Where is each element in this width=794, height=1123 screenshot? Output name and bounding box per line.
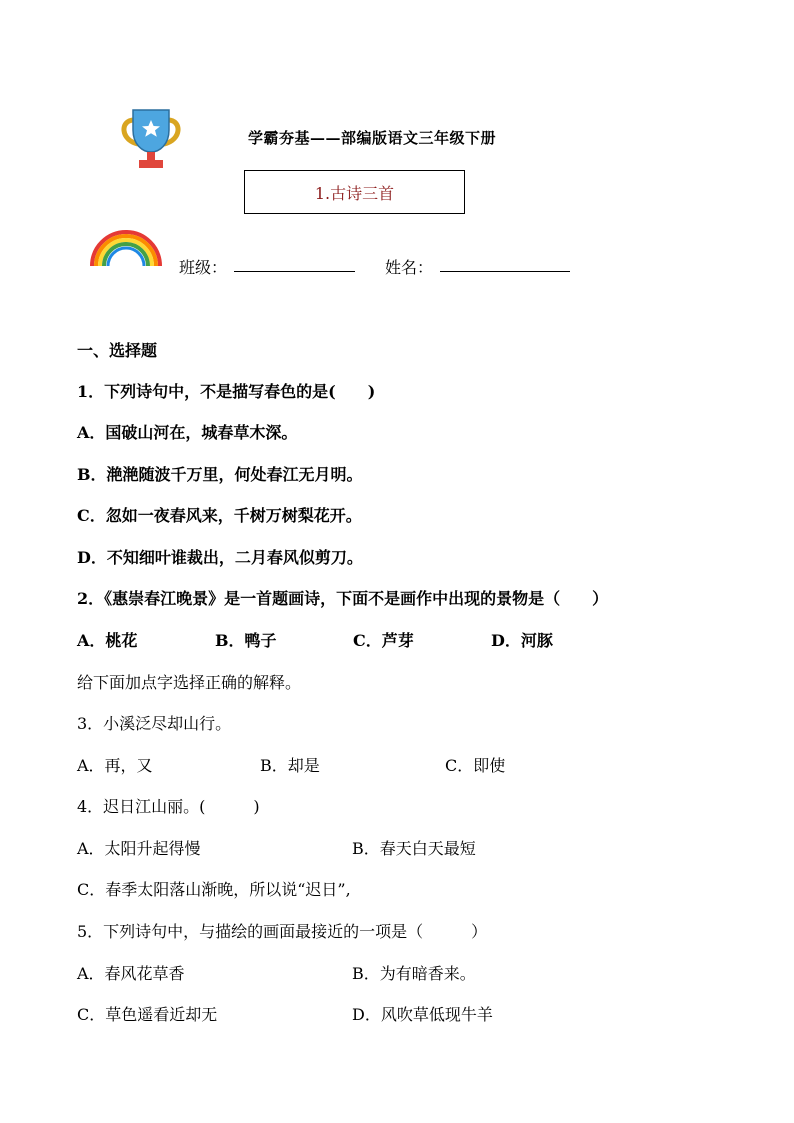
question-3-option-b: B．却是 [260,756,320,775]
question-5-option-c: C．草色遥看近却无 [77,1005,218,1024]
question-3-option-c: C．即使 [445,756,506,775]
page-title: 学霸夯基——部编版语文三年级下册 [248,129,497,147]
question-2-stem: 2．《惠崇春江晚景》是一首题画诗，下面不是画作中出现的景物是（ ） [77,589,609,608]
question-3-stem: 3．小溪泛尽却山行。 [77,714,232,733]
question-1-option-d: D．不知细叶谁裁出，二月春风似剪刀。 [77,548,363,567]
name-label: 姓名： [385,258,434,277]
class-field[interactable] [234,271,355,272]
class-label: 班级： [179,258,228,277]
question-1-option-c: C．忽如一夜春风来，千树万树梨花开。 [77,506,362,525]
question-1-option-a: A．国破山河在，城春草木深。 [77,423,298,442]
question-4-option-b: B．春天白天最短 [352,839,476,858]
question-4-stem: 4．迟日江山丽。( ) [77,797,260,816]
question-5-stem: 5．下列诗句中，与描绘的画面最接近的一项是（ ） [77,922,488,941]
question-2-option-a: A．桃花 [77,631,138,650]
question-4-option-a: A．太阳升起得慢 [77,839,201,858]
question-5-option-a: A．春风花草香 [77,964,185,983]
section-heading: 一、选择题 [77,341,158,360]
rainbow-icon [88,226,164,268]
lesson-title: 1.古诗三首 [314,183,395,203]
question-4-option-c: C．春季太阳落山渐晚，所以说“迟日”, [77,880,351,899]
question-2-option-c: C．芦芽 [353,631,414,650]
trophy-icon [118,106,184,170]
name-field[interactable] [440,271,570,272]
question-1-stem: 1．下列诗句中，不是描写春色的是( ) [77,382,376,401]
question-5-option-b: B．为有暗香来。 [352,964,476,983]
question-5-option-d: D．风吹草低现牛羊 [352,1005,493,1024]
lesson-title-box [244,170,465,214]
instruction-text: 给下面加点字选择正确的解释。 [77,673,302,692]
question-2-option-d: D．河豚 [491,631,553,650]
question-3-option-a: A．再，又 [77,756,153,775]
question-1-option-b: B．滟滟随波千万里，何处春江无月明。 [77,465,363,484]
question-2-option-b: B．鸭子 [215,631,277,650]
